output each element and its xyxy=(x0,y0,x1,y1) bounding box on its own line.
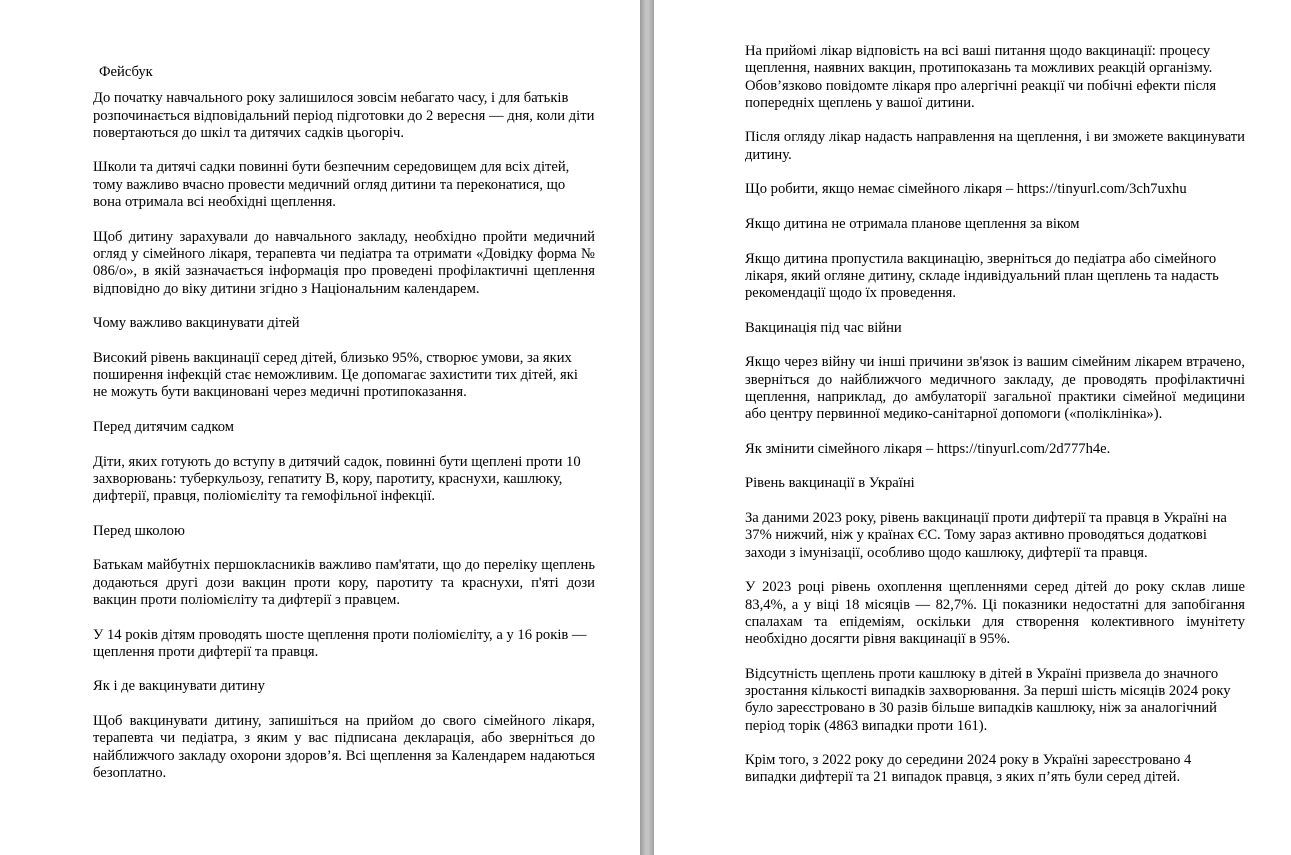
section-heading: Чому важливо вакцинувати дітей xyxy=(93,315,300,332)
paragraph: Як змінити сімейного лікаря – https://tinyurl.com/2d777h4e. xyxy=(745,440,1111,457)
paragraph: Діти, яких готують до вступу в дитячий садок, повинні бути щеплені проти 10 xyxy=(93,453,581,470)
paragraph: Після огляду лікар надасть направлення на щеплення, і ви зможете вакцинувати дитину. xyxy=(745,129,1245,163)
paragraph: У 2023 році рівень охоплення щепленнями серед дітей до року склав лише 83,4%, а у віці 18 місяців — 82,7%. Ці показники недостатні для запобігання спалахам та епідеміям, оскільки для створення колективного імунітету необхідно досягти рівня вакцинації в 95%. xyxy=(745,579,1245,648)
paragraph: Якщо через війну чи інші причини зв'язок із вашим сімейним лікарем втрачено, зверніться до найближчого медичного закладу, де проводять профілактичні щеплення, наприклад, до амбулаторії загальної практики сімейної медицини або центру первинної медико-санітарної допомоги («поліклініка»). xyxy=(745,354,1245,423)
paragraph-facebook-title: Фейсбук xyxy=(99,64,153,80)
page-gap xyxy=(640,0,654,855)
paragraph: Школи та дитячі садки повинні бути безпечним середовищем для всіх дітей, тому важливо вчасно провести медичний огляд дитини та переконатися, що вона отримала всі необхідні щеплення. xyxy=(93,159,570,211)
paragraph: Щоб вакцинувати дитину, запишіться на прийом до свого сімейного лікаря, терапевта чи педіатра, з яким у вас підписана декларація, або зверніться до найближчого закладу охорони здоров’я. Всі щеплення за Календарем надаються безоплатно. xyxy=(93,712,595,781)
document-page-left xyxy=(0,0,640,855)
page-left-text xyxy=(93,64,595,799)
document-page-right xyxy=(654,0,1291,855)
paragraph: За даними 2023 року, рівень вакцинації проти дифтерії та правця в Україні на 37% нижчий, ніж у країнах ЄС. Тому зараз активно проводяться додаткові заходи з імунізації, особливо щодо кашлюку, дифтерії та правця. xyxy=(745,510,1227,561)
section-heading: Вакцинація під час війни xyxy=(745,319,902,336)
paragraph: Відсутність щеплень проти кашлюку в дітей в Україні призвела до значного зростання кількості випадків захворювання. За перші шість місяців 2024 року було зареєстровано в 30 разів більше випадків кашлюку, ніж за аналогічний період торік (4863 випадки проти 161). xyxy=(745,665,1231,734)
paragraph: У 14 років дітям проводять шосте щеплення проти поліомієліту, а у 16 років — щеплення проти дифтерії та правця. xyxy=(93,626,587,660)
paragraph: Що робити, якщо немає сімейного лікаря – https://tinyurl.com/3ch7uxhu xyxy=(745,181,1187,198)
section-heading: Перед школою xyxy=(93,522,185,539)
section-heading: Якщо дитина не отримала планове щеплення за віком xyxy=(745,215,1080,232)
paragraph: Щоб дитину зарахували до навчального закладу, необхідно пройти медичний огляд у сімейного лікаря, терапевта чи педіатра та отримати «Довідку форма № 086/о», в якій зазначається інформація про проведені профілактичні щеплення відповідно до віку дитини згідно з Національним календарем. xyxy=(93,228,595,297)
paragraph: На прийомі лікар відповість на всі ваші питання щодо вакцинації: процесу щеплення, наявних вакцин, протипоказань та можливих реакцій організму. Обов’язково повідомте лікаря про алергічні реакції чи побічні ефекти після попередніх щеплень у вашої дитини. xyxy=(745,43,1217,111)
paragraph: захворювань: туберкульозу, гепатиту В, кору, паротиту, краснухи, кашлюку, дифтерії, правця, поліомієліту та гемофільної інфекції. xyxy=(93,470,563,505)
paragraph: Батькам майбутніх першокласників важливо пам'ятати, що до переліку щеплень додаються другі дози вакцин проти кору, паротиту та краснухи, п'яті дози вакцин проти поліомієліту та дифтерії з правцем. xyxy=(93,557,595,608)
paragraph: Високий рівень вакцинації серед дітей, близько 95%, створює умови, за яких поширення інфекцій стає неможливим. Це допомагає захистити тих дітей, які не можуть бути вакциновані через медичні протипоказання. xyxy=(93,349,578,401)
paragraph: Якщо дитина пропустила вакцинацію, зверніться до педіатра або сімейного лікаря, який огляне дитину, складе індивідуальний план щеплень та надасть рекомендації щодо їх проведення. xyxy=(745,250,1219,302)
section-heading: Як і де вакцинувати дитину xyxy=(93,678,265,695)
paragraph: До початку навчального року залишилося зовсім небагато часу, і для батьків розпочинається відповідальний період підготовки до 2 вересня — дня, коли діти повертаються до шкіл та дитячих садків цьогоріч. xyxy=(93,90,595,141)
section-heading: Перед дитячим садком xyxy=(93,418,234,435)
paragraph: Крім того, з 2022 року до середини 2024 року в Україні зареєстровано 4 випадки дифтерії та 21 випадок правця, з яких п’ять були серед дітей. xyxy=(745,752,1192,786)
section-heading: Рівень вакцинації в Україні xyxy=(745,475,915,492)
page-right-text xyxy=(745,43,1245,804)
